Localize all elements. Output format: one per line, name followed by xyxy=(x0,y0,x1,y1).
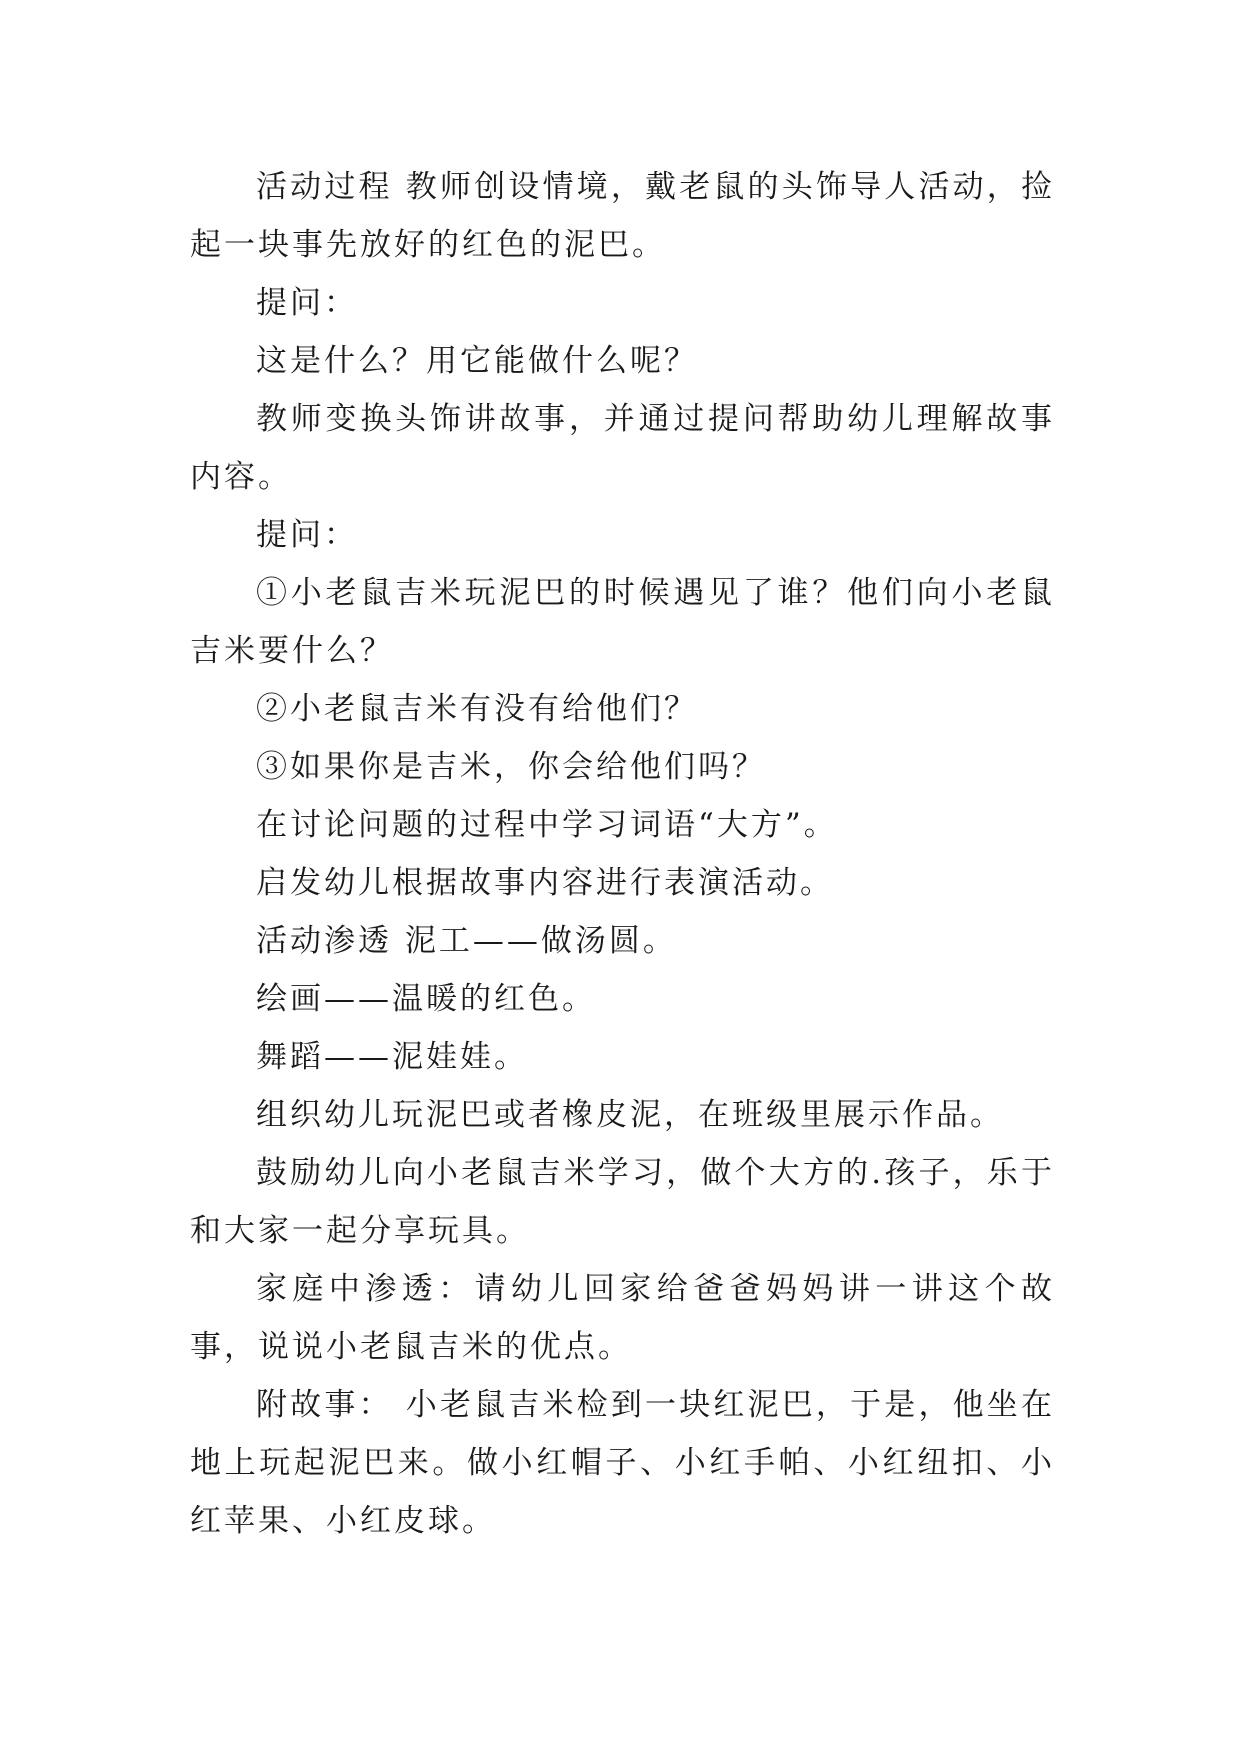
document-page xyxy=(190,158,1055,1550)
paragraph-activity-extension: 活动渗透 泥工——做汤圆。 xyxy=(256,923,677,959)
paragraph-question-1: ①小老鼠吉米玩泥巴的时候遇见了谁？他们向小老鼠吉米要什么？ xyxy=(190,575,1055,669)
paragraph-activity-process: 活动过程 教师创设情境，戴老鼠的头饰导人活动，捡起一块事先放好的红色的泥巴。 xyxy=(190,169,1055,263)
paragraph-dance: 舞蹈——泥娃娃。 xyxy=(256,1039,528,1075)
paragraph-appendix-story: 附故事： 小老鼠吉米检到一块红泥巴，于是，他坐在地上玩起泥巴来。做小红帽子、小红手帕、小红纽扣、小红苹果、小红皮球。 xyxy=(190,1387,1055,1539)
paragraph-vocabulary: 在讨论问题的过程中学习词语“大方”。 xyxy=(256,807,838,843)
paragraph-question-2: ②小老鼠吉米有没有给他们？ xyxy=(256,691,698,727)
paragraph-organize: 组织幼儿玩泥巴或者橡皮泥，在班级里展示作品。 xyxy=(256,1097,1004,1133)
paragraph-question-3: ③如果你是吉米，你会给他们吗？ xyxy=(256,749,766,785)
paragraph-family: 家庭中渗透：请幼儿回家给爸爸妈妈讲一讲这个故事，说说小老鼠吉米的优点。 xyxy=(190,1271,1055,1365)
paragraph-performance: 启发幼儿根据故事内容进行表演活动。 xyxy=(256,865,834,901)
paragraph-encourage: 鼓励幼儿向小老鼠吉米学习，做个大方的.孩子，乐于和大家一起分享玩具。 xyxy=(190,1155,1055,1249)
paragraph-painting: 绘画——温暖的红色。 xyxy=(256,981,596,1017)
paragraph-question-label-1: 提问： xyxy=(256,285,358,321)
paragraph-question-label-2: 提问： xyxy=(256,517,358,553)
paragraph-what-is-this: 这是什么？用它能做什么呢？ xyxy=(256,343,698,379)
paragraph-teacher-story: 教师变换头饰讲故事，并通过提问帮助幼儿理解故事内容。 xyxy=(190,401,1055,495)
